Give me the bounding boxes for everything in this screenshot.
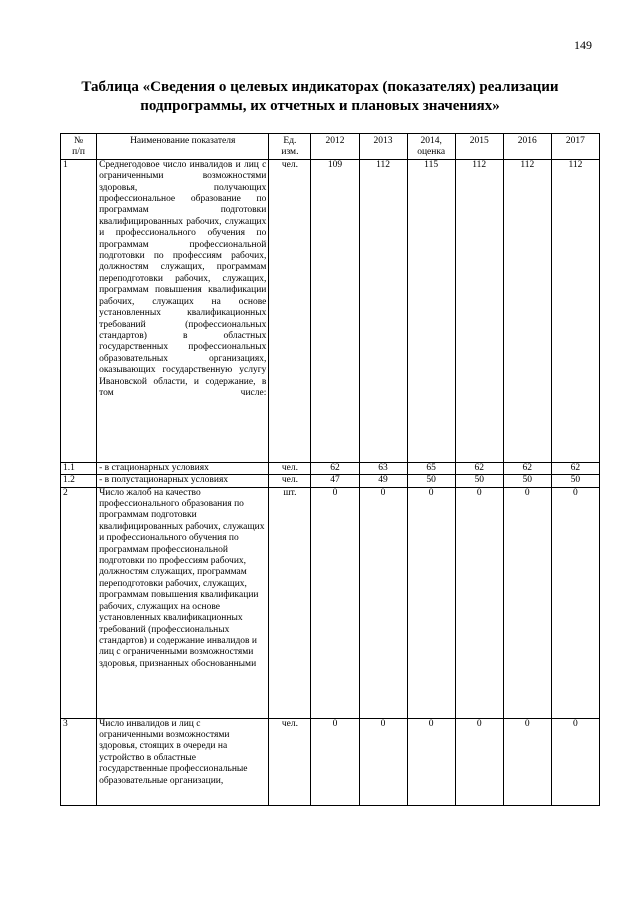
header-2014 (407, 134, 455, 160)
value-2015: 62 (455, 462, 503, 474)
table-row (61, 487, 600, 718)
value-2015: 112 (455, 159, 503, 462)
value-2013: 0 (359, 718, 407, 805)
indicator-name: - в полустационарных условиях (97, 475, 269, 487)
table-row (61, 475, 600, 487)
header-name: Наименование показателя (97, 134, 269, 160)
value-2015: 0 (455, 718, 503, 805)
value-2017: 0 (551, 487, 599, 718)
row-number: 1.2 (61, 475, 97, 487)
row-number: 1 (61, 159, 97, 462)
value-2012: 0 (311, 718, 359, 805)
header-2016: 2016 (503, 134, 551, 160)
header-2014-line-2: оценка (417, 147, 446, 158)
header-row (61, 134, 600, 160)
value-2013: 0 (359, 487, 407, 718)
row-number: 2 (61, 487, 97, 718)
title-line-2: подпрограммы, их отчетных и плановых значениях» (140, 98, 500, 114)
header-num (61, 134, 97, 160)
header-2015: 2015 (455, 134, 503, 160)
unit-cell: чел. (269, 718, 311, 805)
header-2012: 2012 (311, 134, 359, 160)
value-2017: 0 (551, 718, 599, 805)
header-2013: 2013 (359, 134, 407, 160)
value-2016: 112 (503, 159, 551, 462)
indicator-name: Число жалоб на качество профессионального образования по программам подготовки квалифицированных рабочих, служащих и профессионального обучения по программам профессиональной подготовки по профессиям рабочих, должностям служащих, программам переподготовки рабочих, служащих, программам повышения квалификации рабочих, служащих на основе установленных квалификационных требований (профессиональных стандартов) и содержание инвалидов и лиц с ограниченными возможностями здоровья, признанных обоснованными (97, 487, 269, 718)
value-2016: 62 (503, 462, 551, 474)
value-2014: 50 (407, 475, 455, 487)
value-2014: 0 (407, 718, 455, 805)
value-2014: 65 (407, 462, 455, 474)
value-2012: 62 (311, 462, 359, 474)
value-2017: 62 (551, 462, 599, 474)
unit-cell: чел. (269, 159, 311, 462)
value-2014: 0 (407, 487, 455, 718)
value-2015: 0 (455, 487, 503, 718)
header-2014-line-1: 2014, (420, 136, 442, 146)
header-unit-line-2: изм. (281, 147, 299, 158)
value-2016: 50 (503, 475, 551, 487)
value-2013: 63 (359, 462, 407, 474)
header-num-line-2: п/п (72, 147, 85, 158)
indicator-name: Число инвалидов и лиц с ограниченными возможностями здоровья, стоящих в очереди на устройство в областные государственные профессиональные образовательные организации, (97, 718, 269, 805)
page-number: 149 (574, 38, 592, 52)
unit-cell: шт. (269, 487, 311, 718)
value-2016: 0 (503, 487, 551, 718)
value-2017: 112 (551, 159, 599, 462)
table-title (60, 78, 580, 116)
value-2012: 109 (311, 159, 359, 462)
table-row (61, 718, 600, 805)
row-number: 1.1 (61, 462, 97, 474)
header-unit (269, 134, 311, 160)
value-2013: 112 (359, 159, 407, 462)
value-2012: 47 (311, 475, 359, 487)
row-number: 3 (61, 718, 97, 805)
header-2017: 2017 (551, 134, 599, 160)
unit-cell: чел. (269, 462, 311, 474)
table-row (61, 462, 600, 474)
value-2014: 115 (407, 159, 455, 462)
value-2017: 50 (551, 475, 599, 487)
value-2016: 0 (503, 718, 551, 805)
header-unit-line-1: Ед. (283, 136, 297, 146)
value-2013: 49 (359, 475, 407, 487)
value-2015: 50 (455, 475, 503, 487)
indicator-name: - в стационарных условиях (97, 462, 269, 474)
unit-cell: чел. (269, 475, 311, 487)
indicators-table (60, 133, 600, 806)
indicator-name: Среднегодовое число инвалидов и лиц с ограниченными возможностями здоровья, получающих профессиональное образование по программам подготовки квалифицированных рабочих, служащих и профессионального обучения по программам профессиональной подготовки по профессиям рабочих, должностям служащих, программам переподготовки рабочих, служащих, программам повышения квалификации рабочих, служащих на основе установленных квалификационных требований (профессиональных стандартов) в областных государственных профессиональных образовательных организациях, оказывающих государственную услугу Ивановской области, и содержание, в том числе: (97, 159, 269, 462)
value-2012: 0 (311, 487, 359, 718)
header-num-line-1: № (73, 136, 84, 146)
title-line-1: Таблица «Сведения о целевых индикаторах (показателях) реализации (81, 79, 559, 95)
table-row (61, 159, 600, 462)
